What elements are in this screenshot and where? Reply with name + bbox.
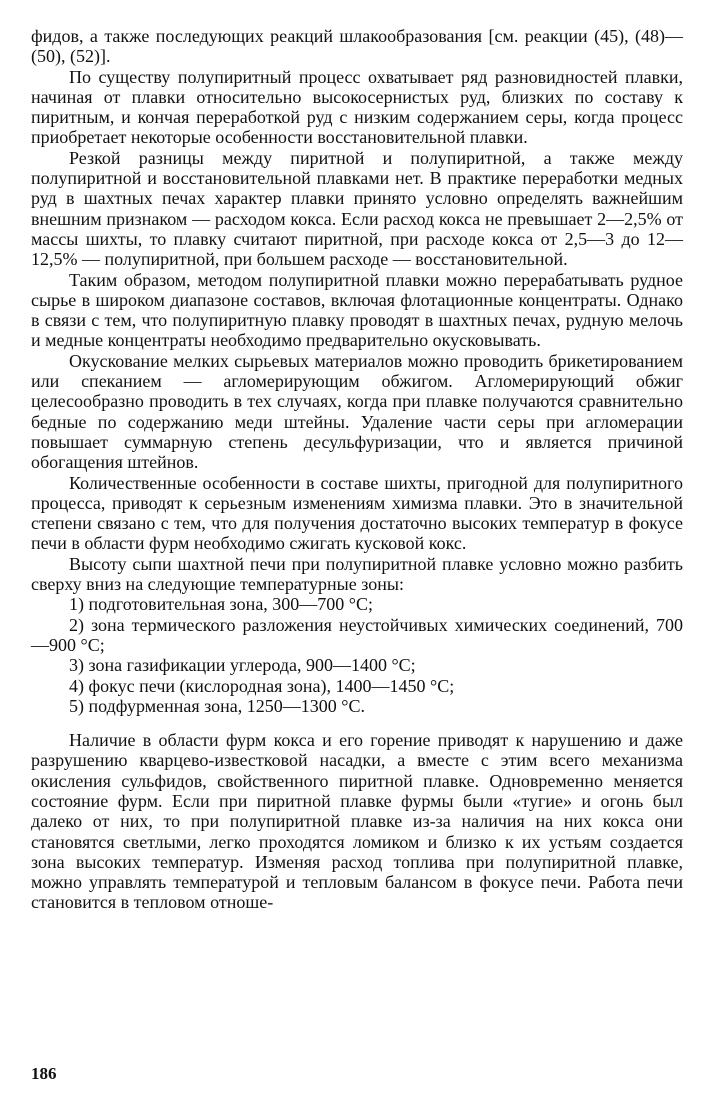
list-item-number: 1) [69, 594, 84, 615]
paragraph-continuation: фидов, а также последующих реакций шлакообразования [см. реакции (45), (48)—(50), (52)]. [31, 26, 683, 67]
paragraph-tuyere-conditions: Наличие в области фурм кокса и его горение приводят к нарушению и даже разрушению кварцево-известковой насадки, а вместе с этим всего механизма окисления сульфидов, свойственного пиритной плавке. Одновременно меняется состояние фурм. Если при пиритной плавке фурмы были «тугие» и огонь был далеко от них, то при полупиритной плавке из-за наличия на них кокса они становятся светлыми, легко проходятся ломиком и близко к их устьям создается зона высоких температур. Изменяя расход топлива при полупиритной плавке, можно управлять температурой и тепловым балансом в фокусе печи. Работа печи становится в тепловом отноше- [31, 730, 683, 913]
list-item [31, 676, 683, 696]
paragraph-smelting-classification: Резкой разницы между пиритной и полупиритной, а также между полупиритной и восстановительной плавками нет. В практике переработки медных руд в шахтных печах характер плавки принято условно определять важнейшим внешним признаком — расходом кокса. Если расход кокса не превышает 2—2,5% от массы шихты, то плавку считают пиритной, при расходе кокса от 2,5—3 до 12—12,5% — полупиритной, при большем расходе — восстановительной. [31, 147, 683, 270]
list-item-text: подготовительная зона, 300—700 °С; [88, 594, 374, 615]
page-number: 186 [31, 1064, 57, 1083]
list-item-number: 5) [69, 695, 84, 716]
paragraph-raw-materials: Таким образом, методом полупиритной плавки можно перерабатывать рудное сырье в широком диапазоне составов, включая флотационные концентраты. Однако в связи с тем, что полупиритную плавку проводят в шахтных печах, рудную мелочь и медные концентраты необходимо предварительно окусковывать. [31, 269, 683, 351]
list-item-text: зона газификации углерода, 900—1400 °С; [88, 655, 416, 676]
list-item [31, 615, 683, 656]
list-item-number: 2) [69, 614, 84, 635]
page-body [31, 26, 683, 913]
paragraph-charge-features: Количественные особенности в составе шихты, пригодной для полупиритного процесса, приводят к серьезным изменениям химизма плавки. Это в значительной степени связано с тем, что для получения достаточно высоких температур в фокусе печи в области фурм необходимо сжигать кусковой кокс. [31, 472, 683, 554]
list-item-number: 4) [69, 675, 84, 696]
paragraph-zones-intro: Высоту сыпи шахтной печи при полупиритной плавке условно можно разбить сверху вниз на следующие температурные зоны: [31, 553, 683, 595]
list-item-text: зона термического разложения неустойчивых химических соединений, 700—900 °С; [31, 614, 684, 655]
list-item [31, 696, 683, 716]
list-item-text: подфурменная зона, 1250—1300 °С. [88, 695, 365, 716]
section-spacer [31, 716, 683, 730]
list-item-number: 3) [69, 655, 84, 676]
list-item-text: фокус печи (кислородная зона), 1400—1450 °С; [88, 675, 455, 696]
paragraph-semipyritic-scope: По существу полупиритный процесс охватывает ряд разновидностей плавки, начиная от плавки относительно высокосернистых руд, близких по составу к пиритным, и кончая переработкой руд с низким содержанием серы, когда процесс приобретает некоторые особенности восстановительной плавки. [31, 66, 683, 148]
list-item [31, 655, 683, 675]
list-item [31, 594, 683, 614]
paragraph-agglomeration: Окускование мелких сырьевых материалов можно проводить брикетированием или спеканием — агломерирующим обжигом. Агломерирующий обжиг целесообразно проводить в тех случаях, когда при плавке получаются сравнительно бедные по содержанию меди штейны. Удаление части серы при агломерации повышает суммарную степень десульфуризации, что и является причиной обогащения штейнов. [31, 350, 683, 473]
temperature-zones-list [31, 594, 683, 716]
